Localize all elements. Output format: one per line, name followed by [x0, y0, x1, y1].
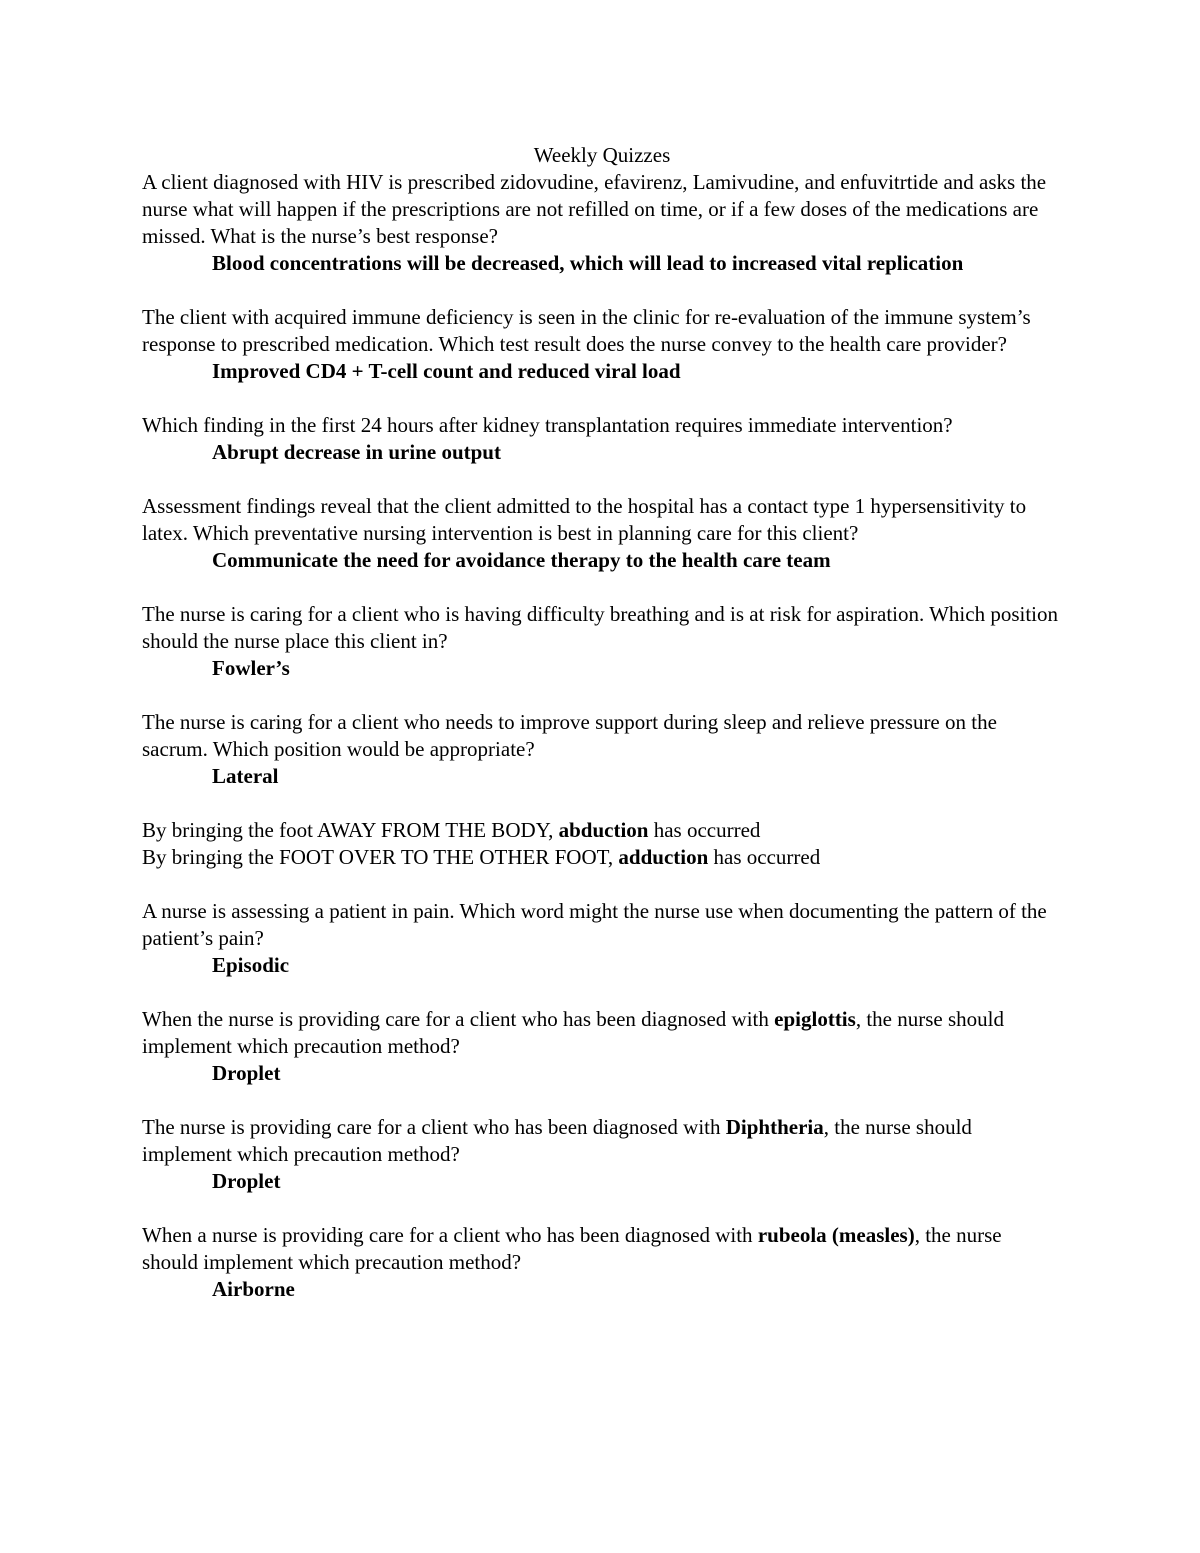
adduction-line-pre: By bringing the FOOT OVER TO THE OTHER FOOT, [142, 845, 619, 869]
quiz-question-epiglottis [142, 1006, 1062, 1060]
question-post: , the nurse should implement which precaution method? [142, 1223, 1002, 1274]
adduction-line [142, 844, 1062, 871]
quiz-question: A nurse is assessing a patient in pain. Which word might the nurse use when documenting the pattern of the patient’s pain? [142, 899, 1047, 950]
rubeola-term: rubeola (measles) [757, 1223, 915, 1247]
spacer [142, 574, 1062, 601]
spacer [142, 790, 1062, 817]
abduction-line-post: has occurred [648, 818, 761, 842]
abduction-line-pre: By bringing the foot AWAY FROM THE BODY, [142, 818, 559, 842]
question-pre: When the nurse is providing care for a client who has been diagnosed with [142, 1007, 775, 1031]
spacer [142, 277, 1062, 304]
spacer [142, 1195, 1062, 1222]
quiz-question: Assessment findings reveal that the client admitted to the hospital has a contact type 1 hypersensitivity to latex. Which preventative nursing intervention is best in planning care for this client? [142, 494, 1027, 545]
spacer [142, 385, 1062, 412]
document-title: Weekly Quizzes [533, 143, 671, 167]
quiz-answer: Communicate the need for avoidance therapy to the health care team [212, 548, 831, 572]
quiz-answer: Fowler’s [212, 656, 290, 680]
quiz-question: The nurse is caring for a client who is having difficulty breathing and is at risk for aspiration. Which position should the nurse place this client in? [142, 602, 1059, 653]
epiglottis-term: epiglottis [774, 1007, 856, 1031]
quiz-answer: Droplet [212, 1061, 281, 1085]
quiz-question-diphtheria [142, 1114, 1062, 1168]
adduction-line-post: has occurred [708, 845, 821, 869]
spacer [142, 871, 1062, 898]
quiz-answer: Lateral [212, 764, 279, 788]
quiz-question: A client diagnosed with HIV is prescribed zidovudine, efavirenz, Lamivudine, and enfuvitrtide and asks the nurse what will happen if the prescriptions are not refilled on time, or if a few doses of the medications are missed. What is the nurse’s best response? [142, 170, 1047, 248]
question-post: , the nurse should implement which precaution method? [142, 1007, 1004, 1058]
abduction-term: abduction [558, 818, 649, 842]
quiz-answer: Episodic [212, 953, 290, 977]
spacer [142, 1087, 1062, 1114]
quiz-answer: Abrupt decrease in urine output [212, 440, 501, 464]
quiz-answer: Improved CD4 + T-cell count and reduced viral load [212, 359, 681, 383]
question-pre: When a nurse is providing care for a client who has been diagnosed with [142, 1223, 758, 1247]
quiz-question: The client with acquired immune deficiency is seen in the clinic for re-evaluation of the immune system’s response to prescribed medication. Which test result does the nurse convey to the health care provider? [142, 305, 1031, 356]
spacer [142, 979, 1062, 1006]
question-post: , the nurse should implement which precaution method? [142, 1115, 972, 1166]
adduction-term: adduction [618, 845, 709, 869]
quiz-answer: Blood concentrations will be decreased, which will lead to increased vital replication [212, 251, 964, 275]
quiz-question: The nurse is caring for a client who needs to improve support during sleep and relieve pressure on the sacrum. Which position would be appropriate? [142, 710, 997, 761]
quiz-question-rubeola [142, 1222, 1062, 1276]
question-pre: The nurse is providing care for a client who has been diagnosed with [142, 1115, 726, 1139]
quiz-answer: Airborne [212, 1277, 295, 1301]
quiz-answer: Droplet [212, 1169, 281, 1193]
document-body [142, 142, 1062, 1303]
diphtheria-term: Diphtheria [725, 1115, 824, 1139]
spacer [142, 466, 1062, 493]
spacer [142, 682, 1062, 709]
quiz-question: Which finding in the first 24 hours after kidney transplantation requires immediate intervention? [142, 413, 953, 437]
abduction-line [142, 817, 1062, 844]
